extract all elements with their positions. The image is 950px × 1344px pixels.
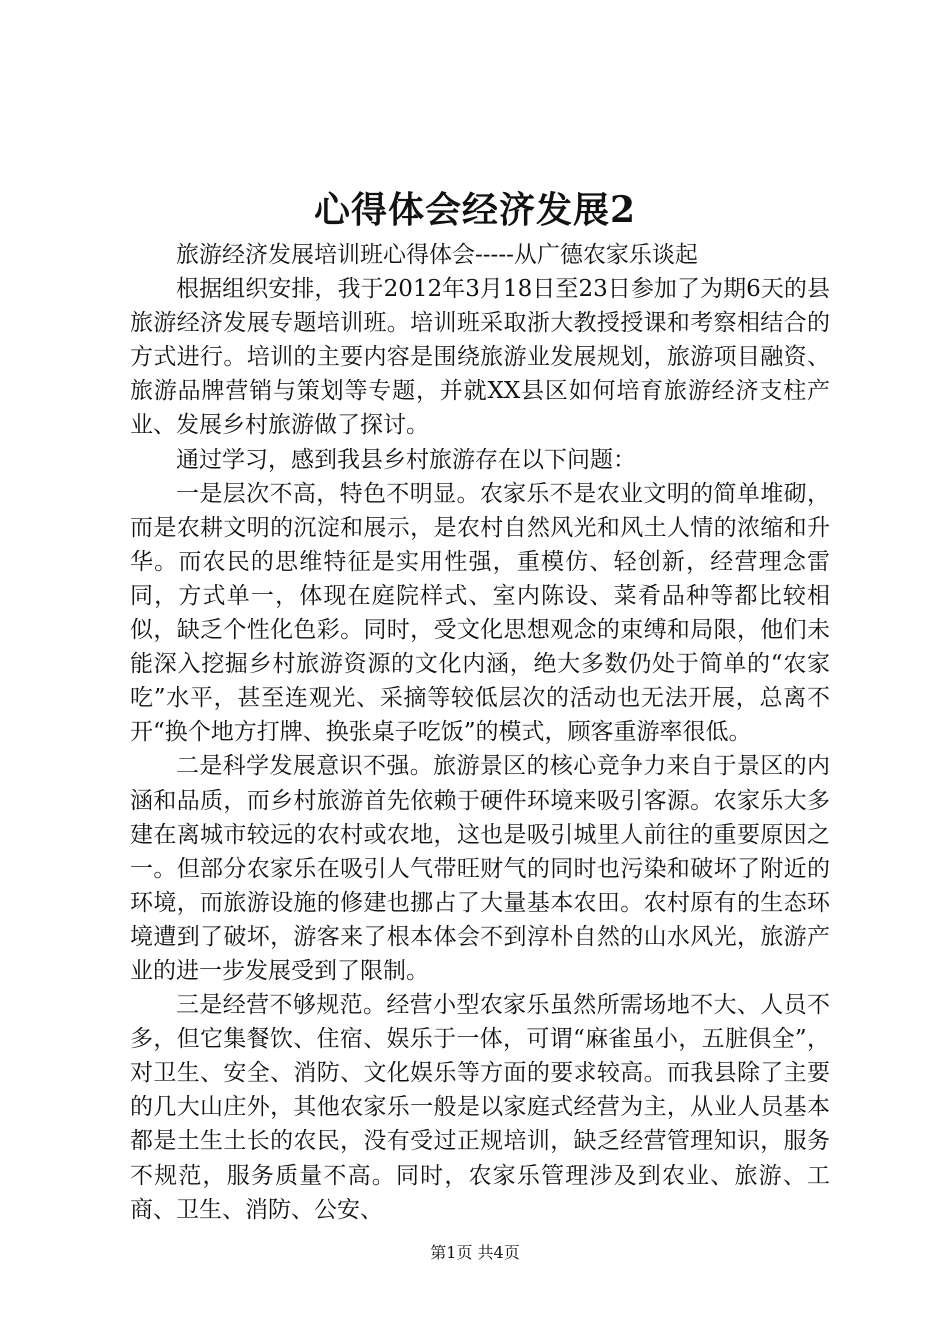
body-paragraph: 三是经营不够规范。经营小型农家乐虽然所需场地不大、人员不多，但它集餐饮、住宿、娱乐于一体，可谓“麻雀虽小，五脏俱全”，对卫生、安全、消防、文化娱乐等方面的要求较高。而我县除了主要的几大山庄外，其他农家乐一般是以家庭式经营为主，从业人员基本都是土生土长的农民，没有受过正规培训，缺乏经营管理知识，服务不规范，服务质量不高。同时，农家乐管理涉及到农业、旅游、工商、卫生、消防、公安、 — [130, 992, 830, 1223]
body-paragraph: 通过学习，感到我县乡村旅游存在以下问题： — [176, 446, 636, 473]
document-body — [130, 238, 830, 1227]
subtitle-paragraph: 旅游经济发展培训班心得体会-----从广德农家乐谈起 — [176, 242, 698, 268]
body-paragraph: 二是科学发展意识不强。旅游景区的核心竞争力来自于景区的内涵和品质，而乡村旅游首先依赖于硬件环境来吸引客源。农家乐大多建在离城市较远的农村或农地，这也是吸引城里人前往的重要原因之一。但部分农家乐在吸引人气带旺财气的同时也污染和破坏了附近的环境，而旅游设施的修建也挪占了大量基本农田。农村原有的生态环境遭到了破坏，游客来了根本体会不到淳朴自然的山水风光，旅游产业的进一步发展受到了限制。 — [130, 753, 830, 984]
body-paragraph: 根据组织安排，我于2012年3月18日至23日参加了为期6天的县旅游经济发展专题培训班。培训班采取浙大教授授课和考察相结合的方式进行。培训的主要内容是围绕旅游业发展规划，旅游项目融资、旅游品牌营销与策划等专题，并就XX县区如何培育旅游经济支柱产业、发展乡村旅游做了探讨。 — [130, 276, 830, 439]
body-paragraph: 一是层次不高，特色不明显。农家乐不是农业文明的简单堆砌，而是农耕文明的沉淀和展示，是农村自然风光和风土人情的浓缩和升华。而农民的思维特征是实用性强，重模仿、轻创新，经营理念雷同，方式单一，体现在庭院样式、室内陈设、菜肴品种等都比较相似，缺乏个性化色彩。同时，受文化思想观念的束缚和局限，他们未能深入挖掘乡村旅游资源的文化内涵，绝大多数仍处于简单的“农家吃”水平，甚至连观光、采摘等较低层次的活动也无法开展，总离不开“换个地方打牌、换张桌子吃饭”的模式，顾客重游率很低。 — [130, 480, 830, 746]
page-number-footer: 第1页 共4页 — [430, 1243, 520, 1262]
page-title: 心得体会经济发展2 — [313, 189, 637, 231]
